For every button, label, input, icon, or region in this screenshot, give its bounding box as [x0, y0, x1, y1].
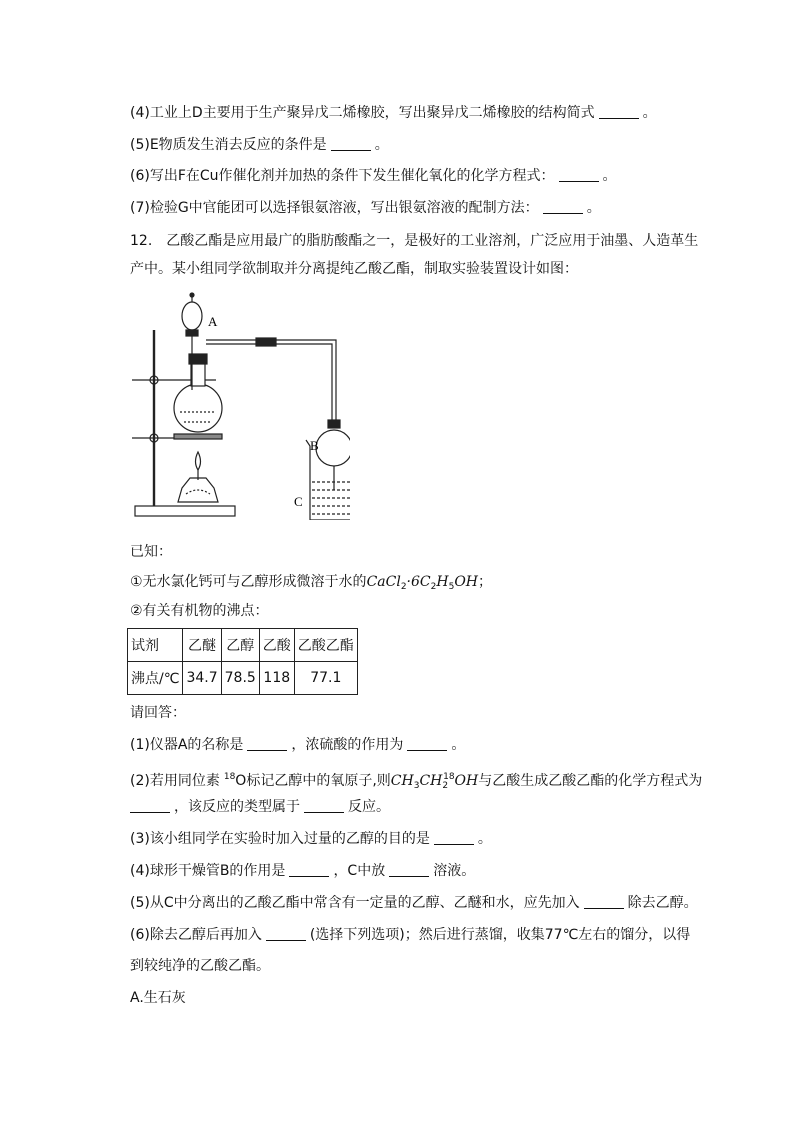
question-number: 12. [130, 233, 153, 249]
q12-part6: (6)除去乙醇后再加入 (选择下列选项)；然后进行蒸馏，收集77℃左右的馏分，以得 [130, 927, 691, 943]
q12-part3: (3)该小组同学在实验时加入过量的乙醇的目的是 。 [130, 831, 492, 847]
wire-gauze [174, 434, 222, 439]
esterification-apparatus-diagram [130, 290, 350, 520]
answer-blank[interactable] [389, 862, 429, 877]
answer-blank[interactable] [599, 104, 639, 119]
q7-part4: (4)工业上D主要用于生产聚异戊二烯橡胶，写出聚异戊二烯橡胶的结构简式 。 [130, 105, 657, 121]
separatory-funnel [182, 302, 202, 330]
q7-part7: (7)检验G中官能团可以选择银氨溶液，写出银氨溶液的配制方法： 。 [130, 200, 601, 216]
round-bottom-flask [174, 384, 222, 432]
known-item-2: ②有关有机物的沸点： [130, 603, 269, 619]
q12-part2-cont: ，该反应的类型属于 反应。 [130, 797, 390, 817]
boiling-point-table [127, 628, 358, 695]
option-a: A.生石灰 [130, 990, 186, 1006]
flame [196, 452, 201, 470]
q12-part6-cont: 到较纯净的乙酸乙酯。 [130, 958, 270, 974]
answer-blank[interactable] [434, 830, 474, 845]
answer-blank[interactable] [331, 136, 371, 151]
label-c: C [294, 494, 303, 509]
label-a: A [208, 314, 218, 329]
q7-part5: (5)E物质发生消去反应的条件是 。 [130, 137, 389, 153]
q12-part2: (2)若用同位素 $^{18}$O标记乙醇中的氧原子,则$CH_3CH_2^{18}OH$与乙酸生成乙酸乙酯的化学方程式为 [130, 772, 703, 791]
q12-intro-line1: 12. 乙酸乙酯是应用最广的脂肪酸酯之一，是极好的工业溶剂，广泛应用于油墨、人造革生 [130, 233, 699, 249]
stand-base [135, 506, 235, 516]
answer-blank[interactable] [559, 167, 599, 182]
known-heading: 已知： [130, 544, 172, 560]
answer-blank[interactable] [130, 798, 170, 813]
answer-blank[interactable] [584, 894, 624, 909]
answer-blank[interactable] [304, 798, 344, 813]
q12-part1: (1)仪器A的名称是 ，浓硫酸的作用为 。 [130, 737, 466, 753]
answer-prompt: 请回答： [130, 705, 186, 721]
answer-blank[interactable] [407, 736, 447, 751]
answer-blank[interactable] [543, 199, 583, 214]
answer-blank[interactable] [266, 926, 306, 941]
table-row: 试剂 乙醚 乙醇 乙酸 乙酸乙酯 [128, 629, 358, 662]
q12-part5: (5)从C中分离出的乙酸乙酯中常含有一定量的乙醇、乙醚和水，应先加入 除去乙醇。 [130, 895, 698, 911]
q7-part6: (6)写出F在Cu作催化剂并加热的条件下发生催化氧化的化学方程式： 。 [130, 168, 617, 184]
bulb-drying-tube [316, 430, 350, 466]
answer-blank[interactable] [289, 862, 329, 877]
table-row: 沸点/℃ 34.7 78.5 118 77.1 [128, 662, 358, 695]
q12-intro-line2: 产中。某小组同学欲制取并分离提纯乙酸乙酯，制取实验装置设计如图： [130, 261, 578, 277]
label-b: B [310, 438, 319, 453]
known-item-1: ①无水氯化钙可与乙醇形成微溶于水的$CaCl_2\cdot 6C_2H_5OH$； [130, 574, 492, 592]
answer-blank[interactable] [247, 736, 287, 751]
q12-part4: (4)球形干燥管B的作用是 ，C中放 溶液。 [130, 863, 476, 879]
delivery-tube [206, 340, 336, 420]
